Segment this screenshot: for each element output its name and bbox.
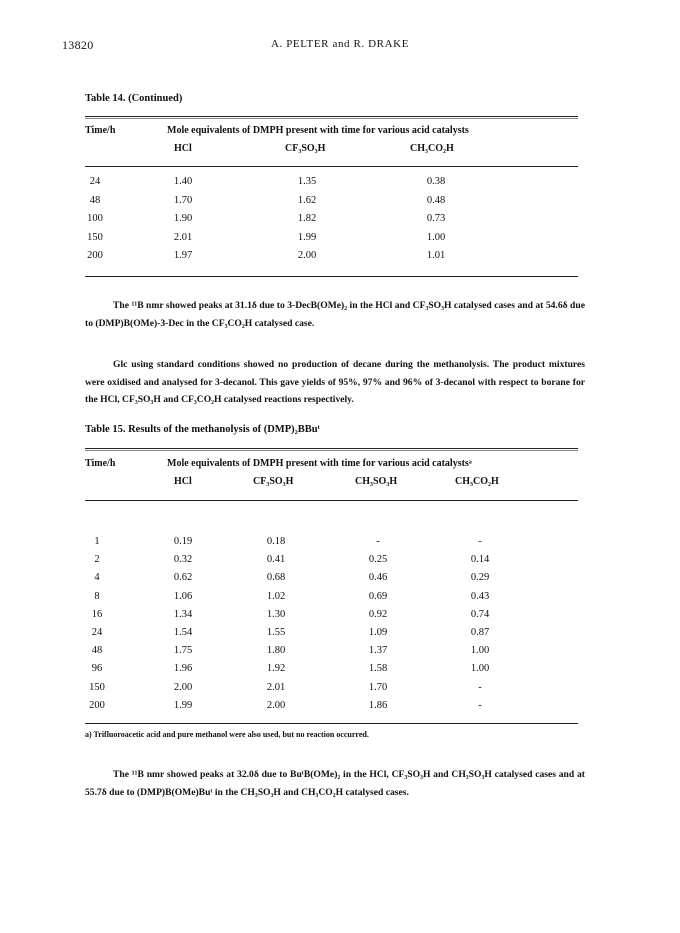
value-cell: 2.00 [266, 699, 286, 711]
time-cell: 200 [87, 250, 103, 261]
table-row [0, 572, 680, 590]
value-cell: 1.97 [173, 250, 193, 261]
table-row [0, 682, 680, 700]
paragraph-glc [85, 356, 585, 409]
table-row [0, 591, 680, 609]
value-cell: 1.09 [368, 627, 388, 638]
value-cell: 0.68 [266, 572, 286, 584]
table-15-time-header: Time/h [85, 458, 116, 469]
value-cell: 1.34 [173, 608, 193, 620]
table-15-col-ch3co2h: CH₃CO₂H [455, 476, 499, 487]
value-cell: 1.00 [426, 231, 446, 243]
table-14-top-rule [85, 116, 578, 117]
value-cell: 0.32 [173, 554, 193, 566]
table-row [0, 232, 680, 250]
table-14-bottom-rule [85, 276, 578, 277]
paragraph-text: The ¹¹B nmr showed peaks at 31.1δ due to 3-DecB(OMe)₂ in the HCl and CF₃SO₃H catalysed cases and at 54.6δ due to (DMP)B(OMe)-3-Dec in the CF₃CO₂H catalysed case. [85, 300, 585, 329]
table-row [0, 609, 680, 627]
table-15-bottom-rule [85, 723, 578, 724]
value-cell: 0.25 [368, 554, 388, 566]
time-cell: 150 [89, 681, 105, 693]
value-cell: - [478, 699, 482, 711]
table-row [0, 645, 680, 663]
value-cell: 1.35 [297, 176, 317, 187]
table-15-caption: Table 15. Results of the methanolysis of (DMP)₂BBuᵗ [85, 424, 320, 435]
table-row [0, 627, 680, 645]
table-15-header-rule [85, 500, 578, 501]
table-15-footnote: a) Trifluoroacetic acid and pure methanol were also used, but no reaction occurred. [85, 730, 369, 739]
table-14-time-header: Time/h [85, 125, 116, 136]
value-cell: 1.01 [426, 250, 446, 261]
table-14-col-hcl: HCl [174, 143, 192, 154]
time-cell: 48 [89, 194, 101, 206]
value-cell: - [478, 681, 482, 693]
value-cell: 1.90 [173, 213, 193, 224]
time-cell: 96 [91, 663, 103, 675]
paragraph-text: The ¹¹B nmr showed peaks at 32.0δ due to BuᵗB(OMe)₂ in the HCl, CF₃SO₃H and CH₃SO₃H catalysed cases and at 55.7δ due to (DMP)B(OMe)Buᵗ in the CH₃SO₃H and CH₃CO₂H catalysed cases. [85, 769, 585, 798]
time-cell: 8 [94, 590, 100, 602]
table-row [0, 554, 680, 572]
value-cell: 0.73 [426, 213, 446, 224]
value-cell: 1.00 [470, 645, 490, 657]
value-cell: 0.19 [173, 536, 193, 547]
table-14-caption: Table 14. (Continued) [85, 93, 183, 104]
table-row [0, 213, 680, 231]
table-14-col-cf3so3h: CF₃SO₃H [285, 143, 326, 154]
time-cell: 150 [87, 231, 103, 243]
value-cell: 2.01 [266, 681, 286, 693]
value-cell: 1.92 [266, 663, 286, 675]
value-cell: 1.00 [470, 663, 490, 675]
value-cell: - [478, 536, 482, 547]
value-cell: 1.58 [368, 663, 388, 675]
paragraph-nmr-table-15 [85, 766, 585, 801]
time-cell: 1 [94, 536, 100, 547]
value-cell: 1.96 [173, 663, 193, 675]
table-14-col-ch3co2h: CH₃CO₂H [410, 143, 454, 154]
value-cell: 0.14 [470, 554, 490, 566]
table-row [0, 195, 680, 213]
value-cell: 1.37 [368, 645, 388, 657]
table-row [0, 250, 680, 268]
time-cell: 100 [87, 213, 103, 224]
value-cell: - [376, 536, 380, 547]
table-14-header-rule [85, 166, 578, 167]
time-cell: 48 [91, 645, 103, 657]
value-cell: 1.54 [173, 627, 193, 638]
value-cell: 1.55 [266, 627, 286, 638]
value-cell: 1.62 [297, 194, 317, 206]
value-cell: 1.70 [368, 681, 388, 693]
page-number: 13820 [62, 38, 94, 52]
value-cell: 1.82 [297, 213, 317, 224]
value-cell: 1.99 [297, 231, 317, 243]
value-cell: 0.43 [470, 590, 490, 602]
value-cell: 0.18 [266, 536, 286, 547]
value-cell: 0.62 [173, 572, 193, 584]
table-row [0, 663, 680, 681]
table-14-group-header: Mole equivalents of DMPH present with time for various acid catalysts [167, 125, 469, 136]
value-cell: 0.38 [426, 176, 446, 187]
paragraph-nmr-table-14 [85, 297, 585, 332]
value-cell: 0.69 [368, 590, 388, 602]
running-head: A. PELTER and R. DRAKE [270, 38, 410, 50]
table-row [0, 700, 680, 718]
table-15-col-cf3so3h: CF₃SO₃H [253, 476, 294, 487]
value-cell: 0.29 [470, 572, 490, 584]
value-cell: 1.99 [173, 699, 193, 711]
table-15-col-ch3so3h: CH₃SO₃H [355, 476, 398, 487]
value-cell: 1.86 [368, 699, 388, 711]
value-cell: 0.48 [426, 194, 446, 206]
time-cell: 4 [94, 572, 100, 584]
value-cell: 0.41 [266, 554, 286, 566]
value-cell: 0.74 [470, 608, 490, 620]
value-cell: 1.70 [173, 194, 193, 206]
value-cell: 2.01 [173, 231, 193, 243]
table-15-top-rule [85, 448, 578, 449]
time-cell: 24 [91, 627, 103, 638]
value-cell: 0.87 [470, 627, 490, 638]
time-cell: 16 [91, 608, 103, 620]
value-cell: 1.75 [173, 645, 193, 657]
table-15-col-hcl: HCl [174, 476, 192, 487]
time-cell: 200 [89, 699, 105, 711]
table-row [0, 176, 680, 194]
table-15-group-header: Mole equivalents of DMPH present with time for various acid catalystsᵃ [167, 458, 472, 469]
value-cell: 1.80 [266, 645, 286, 657]
value-cell: 0.46 [368, 572, 388, 584]
value-cell: 0.92 [368, 608, 388, 620]
value-cell: 1.40 [173, 176, 193, 187]
value-cell: 1.02 [266, 590, 286, 602]
paragraph-text: Glc using standard conditions showed no production of decane during the methanolysis. The product mixtures were oxidised and analysed for 3-decanol. This gave yields of 95%, 97% and 96% of 3-decanol with respect to borane for the HCl, CF₃SO₃H and CF₃CO₂H catalysed reactions respectively. [85, 359, 585, 405]
value-cell: 1.06 [173, 590, 193, 602]
value-cell: 2.00 [297, 250, 317, 261]
time-cell: 2 [94, 554, 100, 566]
time-cell: 24 [89, 176, 101, 187]
table-row [0, 536, 680, 554]
value-cell: 2.00 [173, 681, 193, 693]
value-cell: 1.30 [266, 608, 286, 620]
